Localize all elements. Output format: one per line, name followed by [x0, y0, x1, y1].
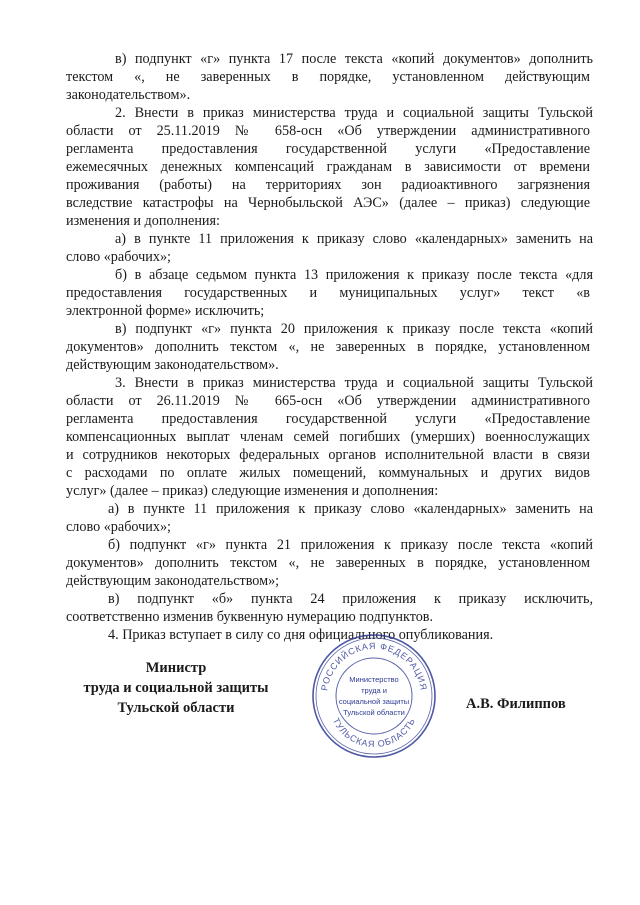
text-line: слово «рабочих»;: [66, 249, 171, 265]
text-line: документов» дополнить текстом «, не заверенных в порядке, установленном: [66, 339, 590, 355]
seal-ring-bottom-text: ТУЛЬСКАЯ ОБЛАСТЬ: [330, 716, 418, 750]
official-seal: [310, 632, 438, 760]
text-line: электронной форме» исключить;: [66, 303, 265, 319]
text-line: с расходами по оплате жилых помещений, коммунальных и других видов: [66, 465, 590, 481]
text-line: 3. Внести в приказ министерства труда и социальной защиты Тульской: [115, 375, 593, 391]
signatory-name: А.В. Филиппов: [466, 696, 566, 712]
seal-center-text: труда и: [361, 686, 387, 695]
seal-center-text: социальной защиты: [338, 697, 410, 706]
text-line: б) в абзаце седьмом пункта 13 приложения к приказу после текста «для: [115, 267, 593, 283]
seal-ring-top-text: РОССИЙСКАЯ ФЕДЕРАЦИЯ: [319, 640, 429, 692]
text-line: в) подпункт «б» пункта 24 приложения к приказу исключить,: [108, 591, 593, 607]
text-line: соответственно изменив буквенную нумерацию подпунктов.: [66, 609, 434, 625]
text-line: в) подпункт «г» пункта 17 после текста «копий документов» дополнить: [115, 51, 593, 67]
signature-title-line: Министр: [145, 660, 207, 676]
text-line: регламента предоставления государственной услуги «Предоставление: [66, 141, 590, 157]
text-line: 2. Внести в приказ министерства труда и социальной защиты Тульской: [115, 105, 593, 121]
text-line: услуг» (далее – приказ) следующие изменения и дополнения:: [66, 483, 439, 499]
text-line: текстом «, не заверенных в порядке, установленном действующим: [66, 69, 590, 85]
text-line: а) в пункте 11 приложения к приказу слово «календарных» заменить на: [115, 231, 593, 247]
text-line: проживания (работы) на территориях зон радиоактивного загрязнения: [66, 177, 590, 193]
text-line: изменения и дополнения:: [66, 213, 220, 229]
text-line: регламента предоставления государственной услуги «Предоставление: [66, 411, 590, 427]
text-line: действующим законодательством».: [66, 357, 279, 373]
text-line: а) в пункте 11 приложения к приказу слово «календарных» заменить на: [108, 501, 593, 517]
text-line: б) подпункт «г» пункта 21 приложения к приказу после текста «копий: [108, 537, 593, 553]
signature-title-line: Тульской области: [117, 700, 235, 716]
seal-center-text: Министерство: [349, 675, 399, 684]
text-line: и сотрудников некоторых федеральных органов исполнительной власти в связи: [66, 447, 590, 463]
text-line: ежемесячных денежных компенсаций гражданам в зависимости от времени: [66, 159, 590, 175]
text-line: вследствие катастрофы на Чернобыльской АЭС» (далее – приказ) следующие: [66, 195, 590, 211]
seal-center-text: Тульской области: [343, 708, 405, 717]
text-line: компенсационных выплат членам семей погибших (умерших) военнослужащих: [66, 429, 590, 445]
text-line: слово «рабочих»;: [66, 519, 171, 535]
text-line: области от 25.11.2019 № 658-осн «Об утверждении административного: [66, 123, 590, 139]
text-line: законодательством».: [66, 87, 191, 103]
text-line: предоставления государственных и муниципальных услуг» текст «в: [66, 285, 590, 301]
signature-title-line: труда и социальной защиты: [83, 680, 269, 696]
svg-text:ТУЛЬСКАЯ ОБЛАСТЬ: [331, 716, 417, 749]
text-line: документов» дополнить текстом «, не заверенных в порядке, установленном: [66, 555, 590, 571]
text-line: действующим законодательством»;: [66, 573, 280, 589]
text-line: области от 26.11.2019 № 665-осн «Об утверждении административного: [66, 393, 590, 409]
text-line: 4. Приказ вступает в силу со дня официального опубликования.: [108, 627, 494, 643]
text-line: в) подпункт «г» пункта 20 приложения к приказу после текста «копий: [115, 321, 593, 337]
